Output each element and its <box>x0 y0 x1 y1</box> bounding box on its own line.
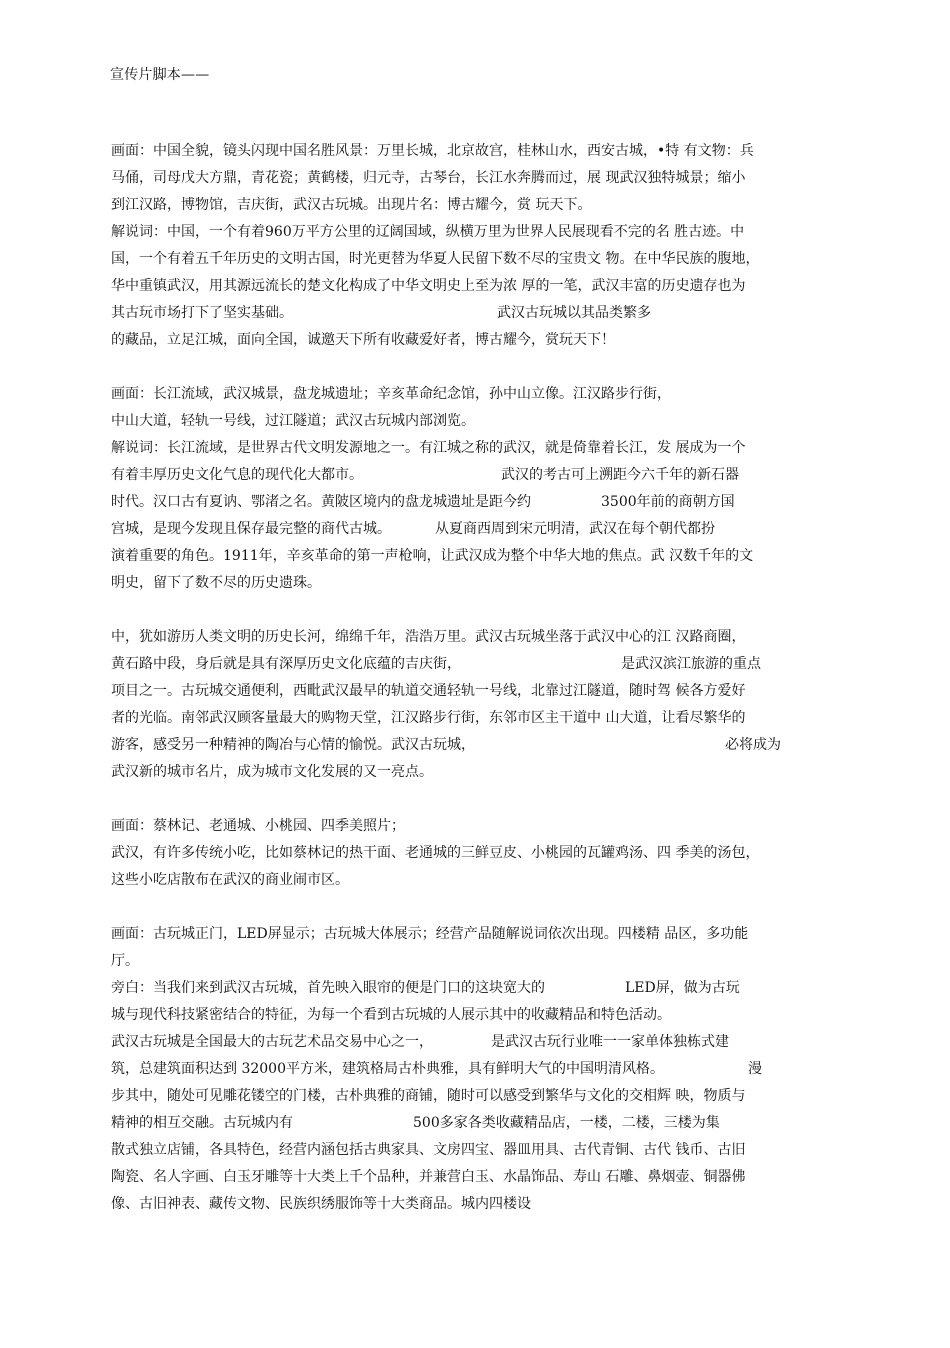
text-line <box>111 300 846 327</box>
text-line: 演着重要的角色。1911年，辛亥革命的第一声枪响，让武汉成为整个中华大地的焦点。武 汉数千年的文 <box>111 548 754 564</box>
text-line: 国，一个有着五千年历史的文明古国，时光更替为华夏人民留下数不尽的宝贵文 物。在中华民族的腹地， <box>111 251 760 267</box>
text-line <box>111 462 846 489</box>
text-line: 城与现代科技紧密结合的特征，为每一个看到古玩城的人展示其中的收藏精品和特色活动。 <box>111 1007 671 1023</box>
text-line: 厅。 <box>111 953 139 969</box>
document-title: 宣传片脚本—— <box>110 67 210 83</box>
text-line <box>111 651 846 678</box>
text-line: 画面：中国全貌，镜头闪现中国名胜风景：万里长城，北京故宫，桂林山水，西安古城，•特 有文物：兵 <box>111 143 754 159</box>
text-line: 解说词：长江流域，是世界古代文明发源地之一。有江城之称的武汉，就是倚靠着长江，发 展成为一个 <box>111 440 746 456</box>
text-segment: 黄石路中段，身后就是具有深厚历史文化底蕴的吉庆街， <box>111 656 461 672</box>
text-line <box>111 732 846 759</box>
text-segment: 游客，感受另一种精神的陶冶与心情的愉悦。武汉古玩城， <box>111 737 475 753</box>
text-segment: 必将成为 <box>725 737 781 753</box>
text-line <box>111 1110 846 1137</box>
text-segment: 从夏商西周到宋元明清，武汉在每个朝代都扮 <box>435 521 715 537</box>
text-line <box>111 489 846 516</box>
text-line <box>111 516 846 543</box>
text-line: 明史，留下了数不尽的历史遗珠。 <box>111 575 321 591</box>
text-line: 马俑，司母戊大方鼎，青花瓷；黄鹤楼，归元寺，古琴台，长江水奔腾而过，展 现武汉独特城景；缩小 <box>111 170 746 186</box>
text-line: 这些小吃店散布在武汉的商业闹市区。 <box>111 872 349 888</box>
text-line: 武汉，有许多传统小吃，比如蔡林记的热干面、老通城的三鲜豆皮、小桃园的瓦罐鸡汤、四 季美的汤包， <box>111 845 760 861</box>
text-line: 到江汉路，博物馆，吉庆街，武汉古玩城。出现片名：博古耀今，赏 玩天下。 <box>111 197 592 213</box>
text-line: 的藏品，立足江城，面向全国，诚邀天下所有收藏爱好者，博古耀今，赏玩天下！ <box>111 332 615 348</box>
text-line: 项目之一。古玩城交通便利，西毗武汉最早的轨道交通轻轨一号线，北靠过江隧道，随时驾 候各方爱好 <box>111 683 746 699</box>
text-segment: 宫城，是现今发现且保存最完整的商代古城。 <box>111 521 391 537</box>
document-body <box>111 138 846 1245</box>
text-segment: 精神的相互交融。古玩城内有 <box>111 1115 293 1131</box>
text-line: 中，犹如游历人类文明的历史长河，绵绵千年，浩浩万里。武汉古玩城坐落于武汉中心的江 汉路商圈， <box>111 629 746 645</box>
text-line: 华中重镇武汉，用其源远流长的楚文化构成了中华文明史上至为浓 厚的一笔，武汉丰富的历史遗存也为 <box>111 278 746 294</box>
text-segment: 旁白：当我们来到武汉古玩城，首先映入眼帘的便是门口的这块宽大的 <box>111 980 545 996</box>
text-segment: 有着丰厚历史文化气息的现代化大都市。 <box>111 467 363 483</box>
text-segment: 3500年前的商朝方国 <box>601 494 735 510</box>
text-segment: 是武汉古玩行业唯一一家单体独栋式建 <box>491 1034 729 1050</box>
section-yangtze <box>111 381 846 786</box>
text-line <box>111 975 846 1002</box>
text-line: 陶瓷、名人字画、白玉牙雕等十大类上千个品种，并兼营白玉、水晶饰品、寿山 石雕、鼻烟壶、铜器佛 <box>111 1169 746 1185</box>
text-segment: 是武汉滨江旅游的重点 <box>621 656 761 672</box>
text-line: 像、古旧神表、藏传文物、民族织绣服饰等十大类商品。城内四楼设 <box>111 1196 531 1212</box>
text-line: 解说词：中国，一个有着960万平方公里的辽阔国域，纵横万里为世界人民展现看不完的名 胜古迹。中 <box>111 224 745 240</box>
text-line <box>111 1056 846 1083</box>
text-segment: 时代。汉口古有夏讷、鄂渚之名。黄陂区境内的盘龙城遗址是距今约 <box>111 494 531 510</box>
text-segment: 武汉的考古可上溯距今六千年的新石器 <box>501 467 739 483</box>
text-line <box>111 597 846 624</box>
section-snacks <box>111 813 846 894</box>
text-line: 步其中，随处可见雕花镂空的门楼，古朴典雅的商铺，随时可以感受到繁华与文化的交相辉 映，物质与 <box>111 1088 746 1104</box>
text-line: 武汉新的城市名片，成为城市文化发展的又一亮点。 <box>111 764 433 780</box>
text-line: 画面：蔡林记、老通城、小桃园、四季美照片； <box>111 818 405 834</box>
text-segment: 其古玩市场打下了坚实基础。 <box>111 305 293 321</box>
section-intro <box>111 138 846 354</box>
text-segment: 漫 <box>747 1061 762 1077</box>
text-line: 画面：古玩城正门，LED屏显示；古玩城大体展示；经营产品随解说词依次出现。四楼精 品区，多功能 <box>111 926 749 942</box>
text-segment: 武汉古玩城是全国最大的古玩艺术品交易中心之一， <box>111 1034 433 1050</box>
text-line: 画面：长江流域，武汉城景，盘龙城遗址；辛亥革命纪念馆，孙中山立像。江汉路步行街， <box>111 386 671 402</box>
section-antique-city <box>111 921 846 1218</box>
text-segment: 筑，总建筑面积达到 32000平方米，建筑格局古朴典雅，具有鲜明大气的中国明清风格。 <box>111 1061 664 1077</box>
text-segment: 500多家各类收藏精品店，一楼，二楼，三楼为集 <box>413 1115 720 1131</box>
text-line: 散式独立店铺，各具特色，经营内涵包括古典家具、文房四宝、器皿用具、古代青铜、古代 钱币、古旧 <box>111 1142 746 1158</box>
text-line: 者的光临。南邻武汉顾客量最大的购物天堂，江汉路步行街，东邻市区主干道中 山大道，让看尽繁华的 <box>111 710 746 726</box>
text-line <box>111 1029 846 1056</box>
text-line: 中山大道，轻轨一号线，过江隧道；武汉古玩城内部浏览。 <box>111 413 475 429</box>
text-segment: 武汉古玩城以其品类繁多 <box>497 305 651 321</box>
text-segment: LED屏，做为古玩 <box>625 980 740 996</box>
